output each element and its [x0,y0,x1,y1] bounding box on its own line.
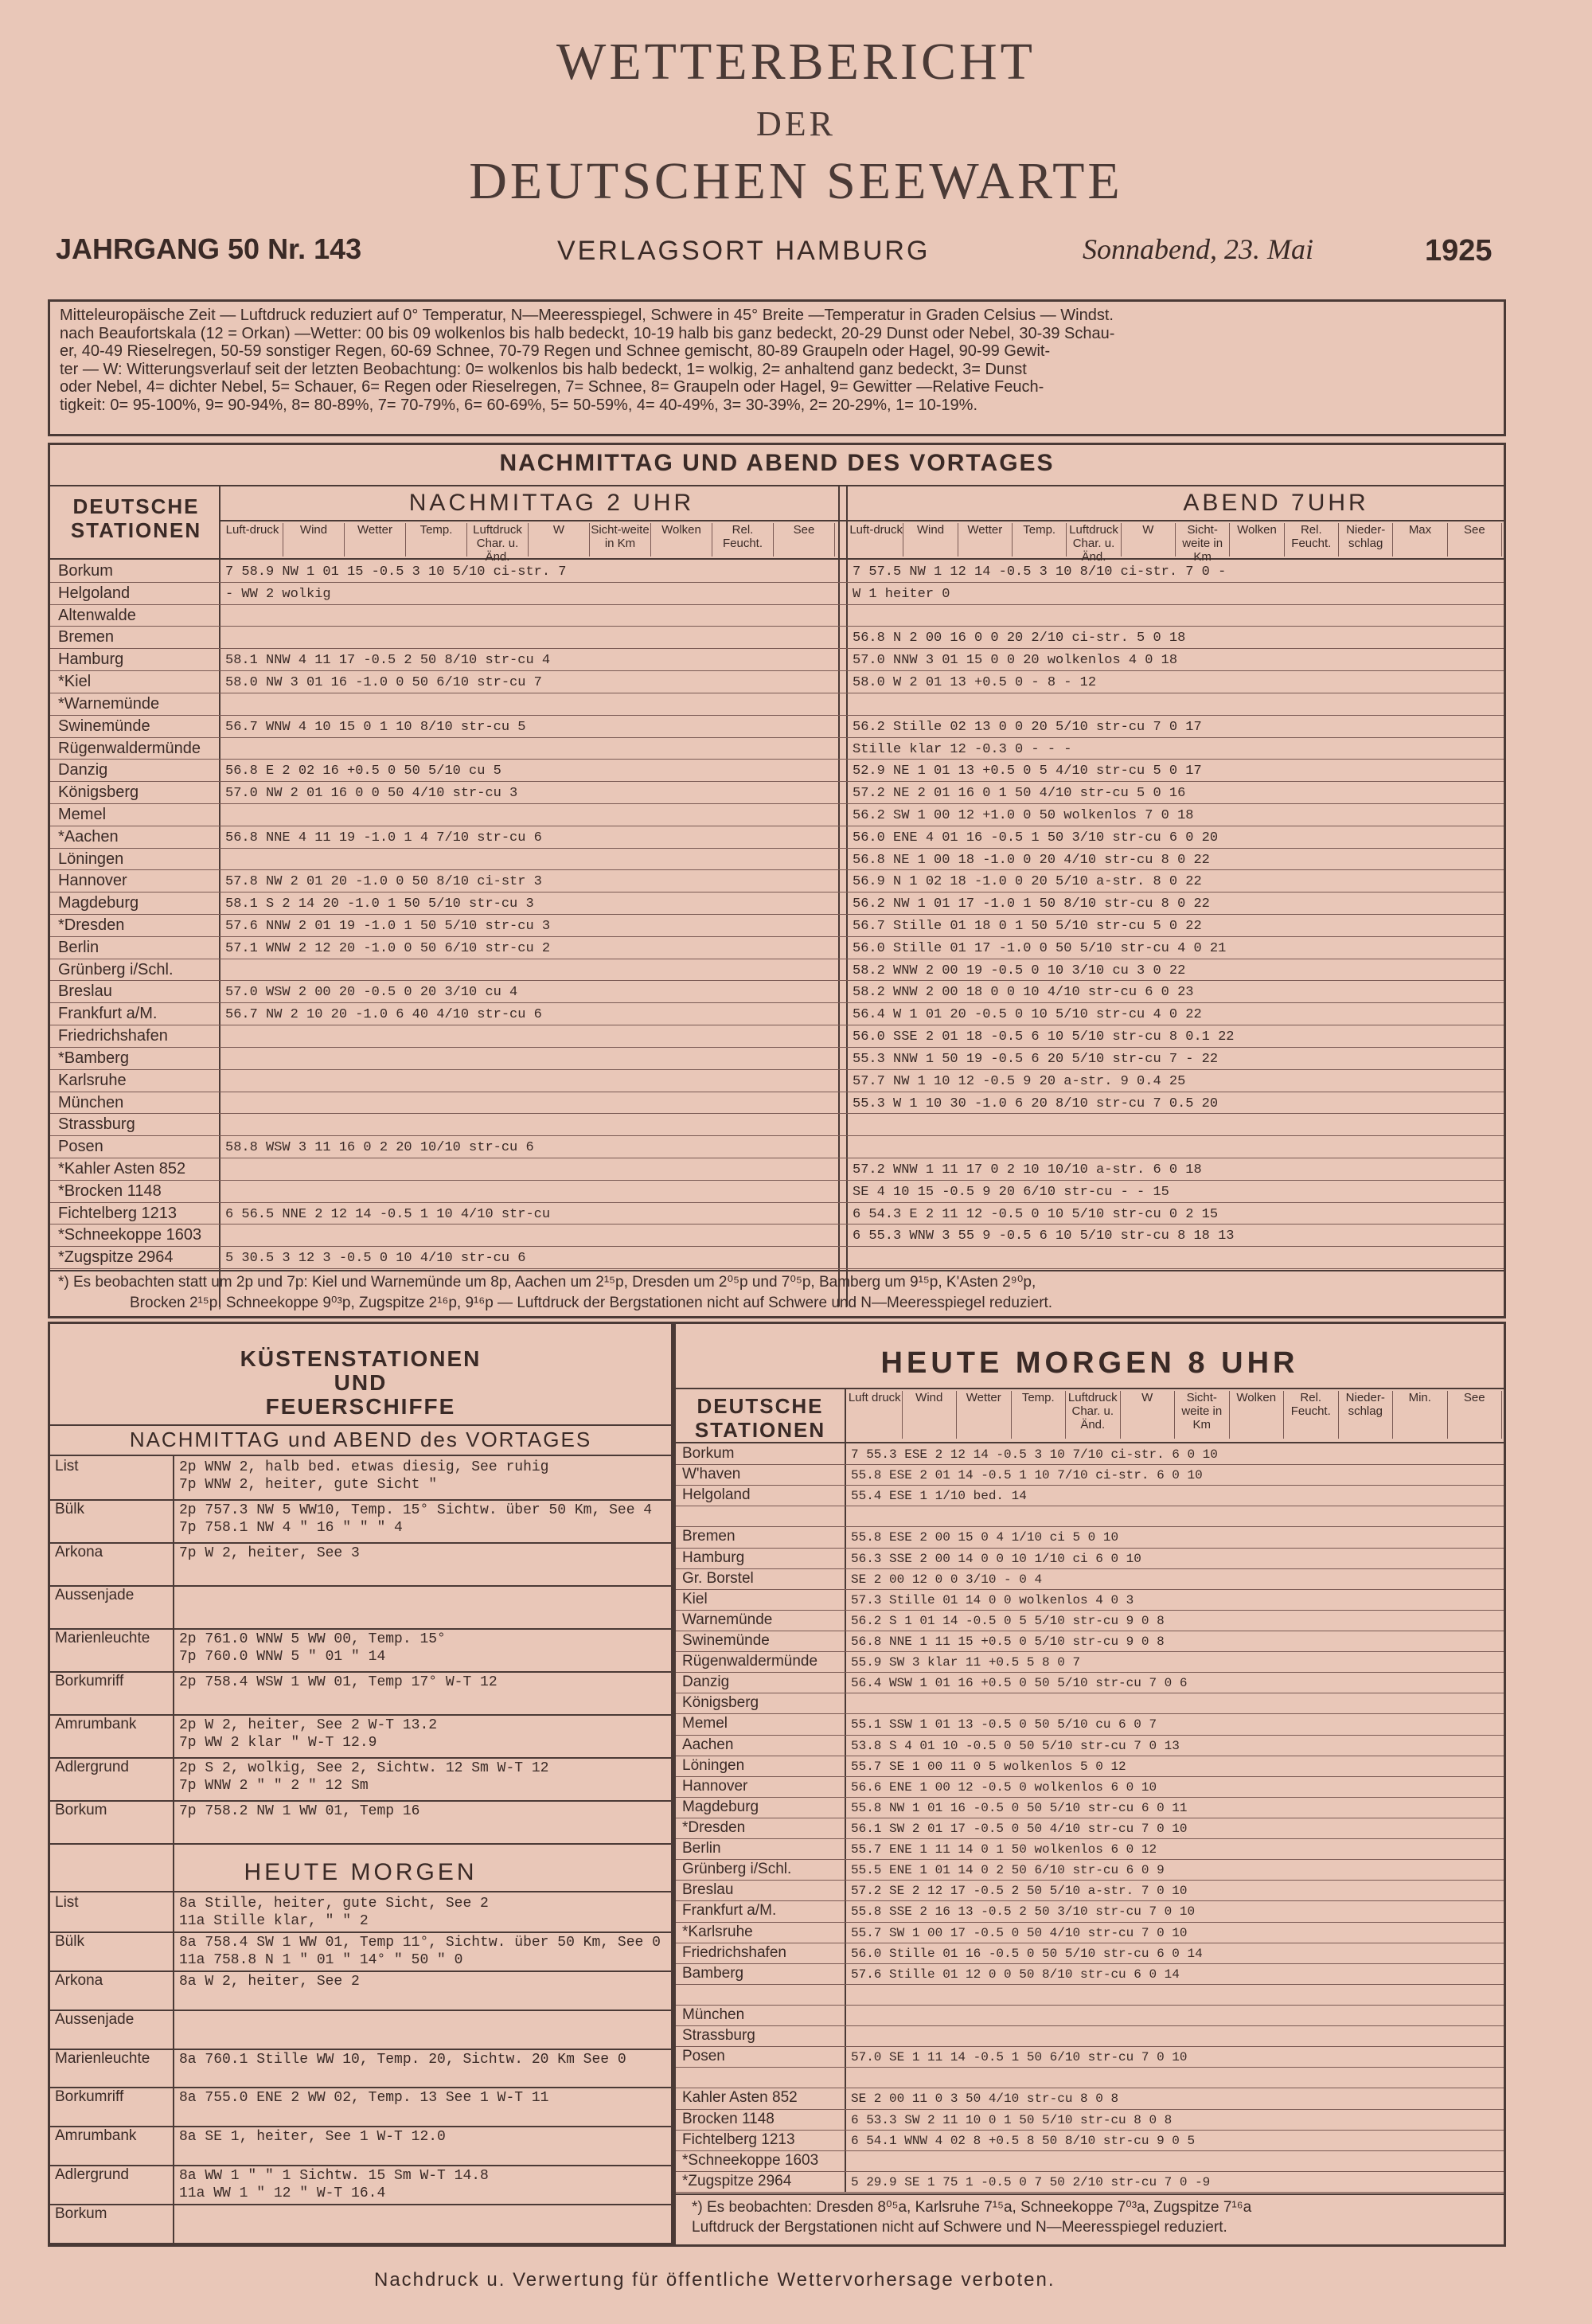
station-name: W'haven [682,1466,741,1483]
am-values: 56.2 Stille 02 13 0 0 20 5/10 str-cu 7 0 17 [853,719,1202,735]
kueste-title-2: UND [334,1370,388,1395]
station-name: *Brocken 1148 [58,1182,162,1200]
station-name: Brocken 1148 [682,2110,775,2127]
station-name: Swinemünde [58,717,150,735]
footer-notice: Nachdruck u. Verwertung für öffentliche Wettervorhersage verboten. [374,2269,1055,2291]
vortag-table [48,443,1506,1318]
column-header: Luft-druck [222,523,283,557]
pm-values: 57.0 NW 2 01 16 0 0 50 4/10 str-cu 3 [225,786,518,802]
column-header: Sicht-weite in Km [590,523,651,557]
jahrgang: JAHRGANG 50 Nr. 143 [56,232,362,265]
morning-values: SE 2 00 11 0 3 50 4/10 str-cu 8 0 8 [851,2092,1119,2107]
coastal-station-name: Marienleuchte [55,1630,150,1646]
pm-values: 56.8 NNE 4 11 19 -1.0 1 4 7/10 str-cu 6 [225,830,542,846]
morning-values: 57.2 SE 2 12 17 -0.5 2 50 5/10 a-str. 7 0 10 [851,1884,1188,1899]
morning-values: 56.0 Stille 01 16 -0.5 0 50 5/10 str-cu 6 0 14 [851,1946,1203,1961]
column-header: Wind [903,523,958,557]
coastal-station-name: Marienleuchte [55,2049,150,2067]
station-name: Warnemünde [682,1611,773,1628]
coastal-report-line: 7p 760.0 WNW 5 " 01 " 14 [179,1649,386,1665]
am-values: 56.8 NE 1 00 18 -1.0 0 20 4/10 str-cu 8 0 22 [853,852,1210,868]
coastal-report-line: 2p 757.3 NW 5 WW10, Temp. 15° Sichtw. über 50 Km, See 4 [179,1502,653,1518]
title-line-1: WETTERBERICHT [556,33,1036,91]
kueste-heute-rows [50,1892,671,2246]
morning-values: 6 54.1 WNW 4 02 8 +0.5 8 50 8/10 str-cu 9 0 5 [851,2133,1196,2148]
morning-values: 57.6 Stille 01 12 0 0 50 8/10 str-cu 6 0 14 [851,1967,1180,1982]
morning-values: 56.1 SW 2 01 17 -0.5 0 50 4/10 str-cu 7 0 10 [851,1822,1188,1836]
row-rule [50,1202,1504,1203]
am-values: 57.7 NW 1 10 12 -0.5 9 20 a-str. 9 0.4 25 [853,1073,1186,1089]
station-name: Memel [58,805,107,823]
station-name: Borkum [682,1445,735,1462]
row-rule [50,1069,1504,1070]
morning-values: 56.3 SSE 2 00 14 0 0 10 1/10 ci 6 0 10 [851,1551,1141,1566]
pm-values: 5 30.5 3 12 3 -0.5 0 10 4/10 str-cu 6 [225,1251,526,1267]
pm-values: 58.0 NW 3 01 16 -1.0 0 50 6/10 str-cu 7 [225,675,542,691]
station-name: Frankfurt a/M. [58,1005,158,1023]
am-values: 56.0 SSE 2 01 18 -0.5 6 10 5/10 str-cu 8 0.1 22 [853,1029,1235,1045]
kueste-heute-header: HEUTE MORGEN [244,1859,478,1885]
column-header: Max [1393,523,1447,557]
station-name: Helgoland [58,584,131,602]
station-name: Kahler Asten 852 [682,2089,798,2107]
row-rule [50,781,1504,782]
station-name: Berlin [58,938,100,956]
morning-values: 55.9 SW 3 klar 11 +0.5 5 8 0 7 [851,1655,1081,1670]
station-name: Friedrichshafen [682,1943,786,1961]
vortag-footnote-2: Brocken 2¹⁵p, Schneekoppe 9⁰³p, Zugspitze 2¹⁶p, 9¹⁶p — Luftdruck der Bergstationen nicht auf Schwere und N—Meeresspiegel reduziert. [130,1295,1053,1311]
morgen-rows [676,1443,1504,2192]
station-name: München [58,1093,124,1111]
morning-values: 55.8 NW 1 01 16 -0.5 0 50 5/10 str-cu 6 0 11 [851,1800,1188,1815]
am-values: 57.2 NE 2 01 16 0 1 50 4/10 str-cu 5 0 16 [853,786,1186,802]
column-header: Temp. [1013,523,1067,557]
column-header: Wetter [958,523,1013,557]
coastal-report-line: 8a W 2, heiter, See 2 [179,1973,360,1990]
am-values: 6 55.3 WNW 3 55 9 -0.5 6 10 5/10 str-cu 8 18 13 [853,1228,1235,1244]
station-name: Helgoland [682,1486,751,1504]
coastal-station-name: Aussenjade [55,2010,135,2028]
coastal-report-line: 7p WNW 2, heiter, gute Sicht " [179,1477,438,1493]
station-name: Königsberg [58,783,139,802]
column-header: W [1121,1391,1176,1439]
am-values: 56.9 N 1 02 18 -1.0 0 20 5/10 a-str. 8 0 22 [853,874,1202,890]
column-header: W [1122,523,1176,557]
am-values: 56.2 NW 1 01 17 -1.0 1 50 8/10 str-cu 8 0 22 [853,896,1210,912]
station-name: Memel [682,1715,728,1732]
pm-values: 56.8 E 2 02 16 +0.5 0 50 5/10 cu 5 [225,764,501,779]
legend-line: er, 40-49 Rieselregen, 50-59 sonstiger Regen, 60-69 Schnee, 70-79 Regen und Schnee gemischt, 80-89 Graupeln oder Hagel, 90-99 Gewit- [60,342,1051,360]
morning-values: 55.4 ESE 1 1/10 bed. 14 [851,1489,1027,1504]
coastal-station-name: Bülk [55,1501,84,1517]
column-header: Temp. [1012,1391,1067,1439]
station-name: *Warnemünde [58,694,160,713]
pm-values: - WW 2 wolkig [225,586,331,602]
station-name: Kiel [682,1590,708,1607]
legend-box [48,299,1506,436]
kueste-title-1: KÜSTENSTATIONEN [240,1346,482,1371]
coastal-station-name: Borkumriff [55,2088,124,2106]
station-name: Gr. Borstel [682,1569,754,1587]
morning-values: 7 55.3 ESE 2 12 14 -0.5 3 10 7/10 ci-str. 6 0 10 [851,1447,1218,1462]
column-header: See [774,523,835,557]
station-name: Berlin [682,1840,721,1857]
am-values: 56.0 ENE 4 01 16 -0.5 1 50 3/10 str-cu 6 0 20 [853,830,1219,846]
column-header: Min. [1393,1391,1448,1439]
am-values: Stille klar 12 -0.3 0 - - - [853,741,1072,757]
station-name: München [682,2006,745,2023]
coastal-report-line: 2p S 2, wolkig, See 2, Sichtw. 12 Sm W-T 12 [179,1760,549,1776]
abend-header: ABEND 7UHR [1183,490,1369,516]
station-name: Aachen [682,1736,734,1753]
am-values: 52.9 NE 1 01 13 +0.5 0 5 4/10 str-cu 5 0 17 [853,764,1202,779]
coastal-report-line: 7p 758.2 NW 1 WW 01, Temp 16 [179,1803,420,1819]
coastal-station-name: List [55,1458,79,1474]
morning-values: 55.5 ENE 1 01 14 0 2 50 6/10 str-cu 6 0 9 [851,1863,1165,1878]
station-name: Hamburg [682,1549,745,1566]
morgen-stations-header: DEUTSCHE STATIONEN [694,1394,826,1442]
morgen-table [673,1322,1506,2247]
row-rule [50,648,1504,649]
morning-values: 6 53.3 SW 2 11 10 0 1 50 5/10 str-cu 8 0 8 [851,2112,1173,2127]
column-header: Sicht-weite in Km [1175,1391,1230,1439]
row-rule [50,2243,671,2244]
nachmittag-header: NACHMITTAG 2 UHR [408,490,695,516]
morgen-footnote-1: *) Es beobachten: Dresden 8⁰⁵a, Karlsruhe 7¹⁵a, Schneekoppe 7⁰³a, Zugspitze 7¹⁶a [692,2199,1252,2216]
row-rule [676,1984,1504,1985]
verlagsort: VERLAGSORT HAMBURG [557,236,931,266]
row-rule [50,803,1504,804]
station-name: *Schneekoppe 1603 [58,1226,202,1244]
station-name: Swinemünde [682,1632,770,1649]
title-line-3: DEUTSCHEN SEEWARTE [469,152,1123,210]
coastal-station-name: Adlergrund [55,2166,129,2184]
column-header: Luftdruck Char. u. Änd. [1067,523,1121,557]
station-name: Hamburg [58,650,124,669]
vortag-title: NACHMITTAG UND ABEND DES VORTAGES [499,450,1055,476]
kueste-table [48,1322,673,2247]
coastal-report-line: 7p WW 2 klar " W-T 12.9 [179,1735,377,1751]
kueste-vortag-header: NACHMITTAG und ABEND des VORTAGES [129,1428,592,1451]
coastal-report-line: 2p 761.0 WNW 5 WW 00, Temp. 15° [179,1631,446,1647]
coastal-station-name: Aussenjade [55,1587,135,1603]
pm-values: 56.7 WNW 4 10 15 0 1 10 8/10 str-cu 5 [225,719,526,735]
row-rule [50,626,1504,627]
coastal-report-line: 7p W 2, heiter, See 3 [179,1545,360,1561]
column-header: Rel. Feucht. [712,523,774,557]
coastal-report-line: 11a 758.8 N 1 " 01 " 14° " 50 " 0 [179,1951,463,1968]
morning-values: 56.8 NNE 1 11 15 +0.5 0 5/10 str-cu 9 0 8 [851,1635,1165,1649]
coastal-station-name: Amrumbank [55,1716,137,1732]
station-name: Bremen [682,1528,736,1545]
column-header: Nieder-schlag [1339,1391,1394,1439]
station-name: *Bamberg [58,1049,129,1067]
coastal-report-line: 2p W 2, heiter, See 2 W-T 13.2 [179,1717,438,1733]
morning-values: 53.8 S 4 01 10 -0.5 0 50 5/10 str-cu 7 0 13 [851,1738,1180,1753]
station-name: Grünberg i/Schl. [58,960,174,978]
row-rule [50,1002,1504,1003]
row-rule [50,869,1504,870]
am-values: 55.3 W 1 10 30 -1.0 6 20 8/10 str-cu 7 0.5 20 [853,1096,1219,1111]
pm-values: 58.1 S 2 14 20 -1.0 1 50 5/10 str-cu 3 [225,896,534,912]
station-name: *Karlsruhe [682,1923,753,1940]
coastal-station-name: Borkumriff [55,1673,124,1689]
pm-values: 57.6 NNW 2 01 19 -1.0 1 50 5/10 str-cu 3 [225,919,551,934]
am-values: 58.2 WNW 2 00 18 0 0 10 4/10 str-cu 6 0 23 [853,985,1194,1001]
pm-values: 58.1 NNW 4 11 17 -0.5 2 50 8/10 str-cu 4 [225,653,551,669]
coastal-report-line: 11a WW 1 " 12 " W-T 16.4 [179,2185,386,2202]
coastal-report-line: 8a Stille, heiter, gute Sicht, See 2 [179,1896,489,1912]
column-header: Luft druck [848,1391,903,1439]
morning-values: 56.6 ENE 1 00 12 -0.5 0 wolkenlos 6 0 10 [851,1779,1157,1795]
column-header: W [529,523,590,557]
row-rule [50,936,1504,937]
column-header: Wetter [957,1391,1012,1439]
station-name: Posen [58,1138,103,1156]
station-name: Rügenwaldermünde [58,739,201,757]
coastal-station-name: Borkum [55,2205,107,2223]
station-name: Bremen [58,628,115,646]
morning-values: 55.7 SE 1 00 11 0 5 wolkenlos 5 0 12 [851,1759,1126,1774]
am-values: 57.2 WNW 1 11 17 0 2 10 10/10 a-str. 6 0 18 [853,1162,1202,1178]
coastal-station-name: Bülk [55,1932,84,1950]
station-name: Breslau [58,982,112,1001]
vortag-rows [50,560,1504,1308]
am-values: 55.3 NNW 1 50 19 -0.5 6 20 5/10 str-cu 7 - 22 [853,1051,1219,1067]
morning-values: 55.1 SSW 1 01 13 -0.5 0 50 5/10 cu 6 0 7 [851,1717,1157,1732]
stations-header: DEUTSCHE STATIONEN [70,494,202,542]
station-name: *Zugspitze 2964 [58,1248,174,1267]
station-name: *Kahler Asten 852 [58,1159,186,1178]
station-name: *Schneekoppe 1603 [682,2151,819,2169]
column-header: Luft-druck [849,523,903,557]
column-header: Wind [903,1391,958,1439]
row-rule [50,670,1504,671]
am-values: 57.0 NNW 3 01 15 0 0 20 wolkenlos 4 0 18 [853,653,1178,669]
title-line-2: DER [756,104,836,143]
row-rule [50,1180,1504,1181]
station-name: Danzig [682,1674,730,1691]
station-name: Königsberg [682,1694,759,1712]
station-name: *Zugspitze 2964 [682,2172,792,2189]
coastal-report-line: 8a 755.0 ENE 2 WW 02, Temp. 13 See 1 W-T 11 [179,2090,549,2107]
station-name: Strassburg [682,2027,755,2045]
vortag-pm-column-headers [222,523,835,564]
coastal-report-line: 8a SE 1, heiter, See 1 W-T 12.0 [179,2129,446,2146]
pm-values: 57.1 WNW 2 12 20 -1.0 0 50 6/10 str-cu 2 [225,940,551,956]
row-rule [50,715,1504,716]
column-header: Wolken [1230,523,1284,557]
row-rule [50,1113,1504,1114]
row-rule [676,2192,1504,2193]
pm-values: 7 58.9 NW 1 01 15 -0.5 3 10 5/10 ci-str. 7 [225,564,567,580]
station-name: Karlsruhe [58,1071,127,1089]
column-header: Sicht-weite in Km [1176,523,1230,557]
issue-year: 1925 [1425,234,1492,268]
morning-values: 55.7 ENE 1 11 14 0 1 50 wolkenlos 6 0 12 [851,1842,1157,1857]
row-rule [50,1047,1504,1048]
column-header: Rel. Feucht. [1285,523,1339,557]
issue-date: Sonnabend, 23. Mai [1083,233,1313,265]
pm-values: 6 56.5 NNE 2 12 14 -0.5 1 10 4/10 str-cu [225,1206,551,1222]
column-header: Temp. [406,523,467,557]
coastal-station-name: Arkona [55,1971,103,1989]
station-name: Magdeburg [58,894,139,912]
column-header: Wolken [651,523,712,557]
morgen-footnote-2: Luftdruck der Bergstationen nicht auf Schwere und N—Meeresspiegel reduziert. [692,2219,1227,2236]
am-values: 56.7 Stille 01 18 0 1 50 5/10 str-cu 5 0 22 [853,919,1202,934]
morgen-title: HEUTE MORGEN 8 UHR [880,1346,1299,1380]
am-values: 56.4 W 1 01 20 -0.5 0 10 5/10 str-cu 4 0 22 [853,1007,1202,1023]
row-rule [50,914,1504,915]
am-values: 56.8 N 2 00 16 0 0 20 2/10 ci-str. 5 0 18 [853,631,1186,646]
morning-values: 55.7 SW 1 00 17 -0.5 0 50 4/10 str-cu 7 0 10 [851,1925,1188,1940]
coastal-report-line: 7p WNW 2 " " 2 " 12 Sm [179,1778,369,1794]
row-rule [50,1246,1504,1247]
station-name: Fichtelberg 1213 [58,1204,177,1222]
morning-values: 55.8 SSE 2 16 13 -0.5 2 50 3/10 str-cu 7 0 10 [851,1904,1196,1920]
station-name: Altenwalde [58,606,136,624]
am-values: 6 54.3 E 2 11 12 -0.5 0 10 5/10 str-cu 0 2 15 [853,1206,1219,1222]
station-name: Danzig [58,761,108,779]
morning-values: 56.4 WSW 1 01 16 +0.5 0 50 5/10 str-cu 7 0 6 [851,1676,1188,1691]
row-rule [50,848,1504,849]
station-name: *Dresden [58,916,125,934]
pm-values: 57.8 NW 2 01 20 -1.0 0 50 8/10 ci-str 3 [225,874,542,890]
row-rule [676,2067,1504,2068]
coastal-report-line: 7p 758.1 NW 4 " 16 " " " 4 [179,1520,403,1536]
morning-values: SE 2 00 12 0 0 3/10 - 0 4 [851,1572,1043,1587]
station-name: Löningen [682,1756,745,1774]
column-header: Wolken [1230,1391,1285,1439]
station-name: Breslau [682,1881,734,1899]
morning-values: 55.8 ESE 2 01 14 -0.5 1 10 7/10 ci-str. 6 0 10 [851,1468,1203,1483]
kueste-vortag-rows [50,1456,671,1915]
legend-line: nach Beaufortskala (12 = Orkan) —Wetter: 00 bis 09 wolkenlos bis halb bedeckt, 10-19 halb bis ganz bedeckt, 20-29 Dunst oder Nebel, 30-39 Schau- [60,324,1115,342]
column-header: Wetter [345,523,406,557]
column-header: Wind [283,523,345,557]
morning-values: 5 29.9 SE 1 75 1 -0.5 0 7 50 2/10 str-cu 7 0 -9 [851,2174,1211,2189]
legend-line: tigkeit: 0= 95-100%, 9= 90-94%, 8= 80-89%, 7= 70-79%, 6= 60-69%, 5= 50-59%, 4= 40-49%, 3= 30-39%, 2= 20-29%, 1= 10-19%. [60,396,978,414]
station-name: Magdeburg [682,1798,759,1815]
legend-line: ter — W: Witterungsverlauf seit der letzten Beobachtung: 0= wolkenlos bis halb bedeckt, 1= wolkig, 2= anhaltend ganz bedeckt, 3= Dunst [60,360,1027,378]
coastal-report-line: 8a WW 1 " " 1 Sichtw. 15 Sm W-T 14.8 [179,2168,489,2185]
am-values: 7 57.5 NW 1 12 14 -0.5 3 10 8/10 ci-str. 7 0 - [853,564,1227,580]
row-rule [50,759,1504,760]
legend-line: Mitteleuropäische Zeit — Luftdruck reduziert auf 0° Temperatur, N—Meeresspiegel, Schwere in 45° Breite —Temperatur in Graden Celsius — Windst. [60,307,1114,324]
station-name: Löningen [58,850,124,868]
kueste-title-3: FEUERSCHIFFE [265,1394,456,1419]
row-rule [50,1268,1504,1269]
coastal-report-line: 2p 758.4 WSW 1 WW 01, Temp 17° W-T 12 [179,1674,498,1690]
station-name: Strassburg [58,1115,135,1134]
vortag-footnote-1: *) Es beobachten statt um 2p und 7p: Kiel und Warnemünde um 8p, Aachen um 2¹⁵p, Dresden um 2⁰⁵p und 7⁰⁵p, Bamberg um 9¹⁵p, K'Asten 2⁹⁰p, [58,1274,1036,1291]
pm-values: 56.7 NW 2 10 20 -1.0 6 40 4/10 str-cu 6 [225,1007,542,1023]
column-header: Nieder-schlag [1339,523,1393,557]
coastal-station-name: Adlergrund [55,1759,129,1775]
morning-values: 55.8 ESE 2 00 15 0 4 1/10 ci 5 0 10 [851,1530,1119,1545]
am-values: SE 4 10 15 -0.5 9 20 6/10 str-cu - - 15 [853,1184,1169,1200]
coastal-report-line: 2p WNW 2, halb bed. etwas diesig, See ruhig [179,1459,549,1475]
am-values: 58.2 WNW 2 00 19 -0.5 0 10 3/10 cu 3 0 22 [853,963,1186,978]
station-name: Posen [682,2048,725,2065]
station-name: Frankfurt a/M. [682,1902,777,1920]
station-name: Hannover [682,1777,748,1795]
vortag-am-column-headers [849,523,1502,564]
station-name: Bamberg [682,1964,744,1982]
station-name: Friedrichshafen [58,1027,168,1045]
column-header: See [1448,523,1502,557]
morgen-column-headers [848,1391,1502,1439]
column-header: Luftdruck Char. u. Änd. [1066,1391,1121,1439]
station-name: *Dresden [682,1819,746,1836]
station-name: Hannover [58,872,127,890]
am-values: 58.0 W 2 01 13 +0.5 0 - 8 - 12 [853,675,1097,691]
coastal-station-name: List [55,1894,79,1911]
coastal-report-line: 8a 758.4 SW 1 WW 01, Temp 11°, Sichtw. über 50 Km, See 0 [179,1934,661,1951]
station-name: Borkum [58,562,113,580]
column-header: Luftdruck Char. u. Änd. [467,523,529,557]
station-name: Grünberg i/Schl. [682,1861,792,1878]
row-rule [50,1135,1504,1136]
row-rule [50,980,1504,981]
row-rule [50,582,1504,583]
am-values: W 1 heiter 0 [853,586,950,602]
morning-values: 56.2 S 1 01 14 -0.5 0 5 5/10 str-cu 9 0 8 [851,1613,1165,1628]
row-rule [50,737,1504,738]
morning-values: 57.0 SE 1 11 14 -0.5 1 50 6/10 str-cu 7 0 10 [851,2050,1188,2065]
coastal-station-name: Borkum [55,1802,107,1818]
column-header: Rel. Feucht. [1284,1391,1339,1439]
column-header: See [1448,1391,1503,1439]
pm-values: 58.8 WSW 3 11 16 0 2 20 10/10 str-cu 6 [225,1140,534,1156]
station-name: Fichtelberg 1213 [682,2131,795,2148]
coastal-report-line: 11a Stille klar, " " 2 [179,1913,369,1929]
am-values: 56.2 SW 1 00 12 +1.0 0 50 wolkenlos 7 0 18 [853,807,1194,823]
station-name: *Kiel [58,673,92,691]
station-name: *Aachen [58,827,119,846]
legend-line: oder Nebel, 4= dichter Nebel, 5= Schauer, 6= Regen oder Rieselregen, 7= Schnee, 8= Graupeln oder Hagel, 9= Gewitter —Relative Feuch- [60,378,1044,396]
row-rule [50,604,1504,605]
station-name: Rügenwaldermünde [682,1653,818,1670]
am-values: 56.0 Stille 01 17 -1.0 0 50 5/10 str-cu 4 0 21 [853,940,1227,956]
pm-values: 57.0 WSW 2 00 20 -0.5 0 20 3/10 cu 4 [225,985,518,1001]
coastal-report-line: 8a 760.1 Stille WW 10, Temp. 20, Sichtw. 20 Km See 0 [179,2051,626,2068]
coastal-station-name: Arkona [55,1544,103,1560]
morning-values: 57.3 Stille 01 14 0 0 wolkenlos 4 0 3 [851,1592,1134,1607]
coastal-station-name: Amrumbank [55,2127,137,2145]
